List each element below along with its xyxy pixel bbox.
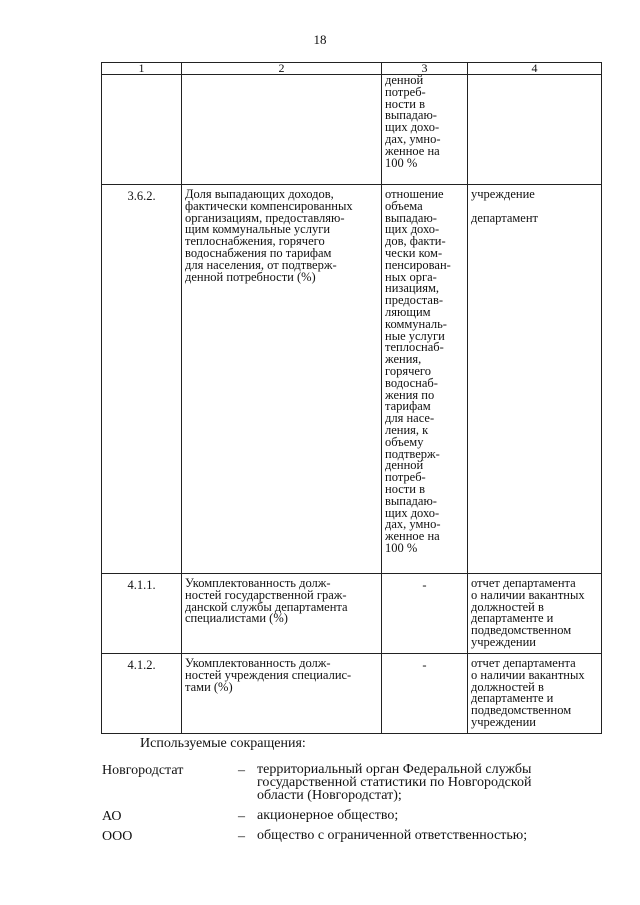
abbreviation-dash: – — [238, 763, 245, 778]
table-header-row — [102, 63, 602, 75]
abbreviation-dash: – — [238, 809, 245, 824]
header-cell: 4 — [468, 63, 602, 75]
source-line: учреждение — [471, 187, 535, 201]
indicators-table — [101, 62, 602, 734]
table-row — [102, 574, 602, 654]
indicator-name: Доля выпадающих доходов, фактически компенсированных организациям, предоставляю- щим коммунальные услуги теплоснабжения, горячего водоснабжения по тарифам для населения, от подтверж- денной потребности (%) — [182, 185, 382, 574]
source-line: департамент — [471, 210, 539, 225]
data-source: отчет департамента о наличии вакантных должностей в департаменте и подведомственном учреждении — [468, 574, 602, 654]
abbreviation-definition: акционерное общество; — [257, 808, 399, 823]
data-source — [468, 185, 602, 574]
page-number: 18 — [313, 32, 327, 47]
table-row — [102, 185, 602, 574]
header-cell: 3 — [382, 63, 468, 75]
row-number: 3.6.2. — [102, 185, 182, 574]
row-number: 4.1.1. — [102, 574, 182, 654]
table-row — [102, 75, 602, 185]
abbreviation-definition: общество с ограниченной ответственностью; — [257, 828, 528, 843]
abbreviation-term: Новгородстат — [102, 763, 184, 778]
calculation-method: - — [382, 654, 468, 734]
data-source: отчет департамента о наличии вакантных должностей в департаменте и подведомственном учреждении — [468, 654, 602, 734]
table-row — [102, 654, 602, 734]
row-number — [102, 75, 182, 185]
abbreviation-dash: – — [238, 829, 245, 844]
header-cell: 1 — [102, 63, 182, 75]
header-cell: 2 — [182, 63, 382, 75]
calculation-method: отношение объема выпадаю- щих дохо- дов, факти- чески ком- пенсирован- ных орга- низациям, предостав- ляющим коммуналь- ные услуги теплоснаб- жения, горячего водоснаб- жения по тарифам для насе- ления, к объему подтверж- денной потреб- ности в выпадаю- щих дохо- дах, умно- женное на 100 % — [382, 185, 468, 574]
abbreviation-term: ООО — [102, 829, 133, 844]
row-number: 4.1.2. — [102, 654, 182, 734]
abbreviations-title: Используемые сокращения: — [140, 736, 306, 751]
calculation-method: - — [382, 574, 468, 654]
abbreviation-term: АО — [102, 809, 122, 824]
indicator-name: Укомплектованность долж- ностей учреждения специалис- тами (%) — [182, 654, 382, 734]
indicator-name — [182, 75, 382, 185]
indicator-name: Укомплектованность долж- ностей государственной граж- данской службы департамента специалистами (%) — [182, 574, 382, 654]
calculation-method: денной потреб- ности в выпадаю- щих дохо- дах, умно- женное на 100 % — [382, 75, 468, 185]
abbreviation-definition: территориальный орган Федеральной службы государственной статистики по Новгородской области (Новгородстат); — [257, 762, 532, 803]
data-source — [468, 75, 602, 185]
